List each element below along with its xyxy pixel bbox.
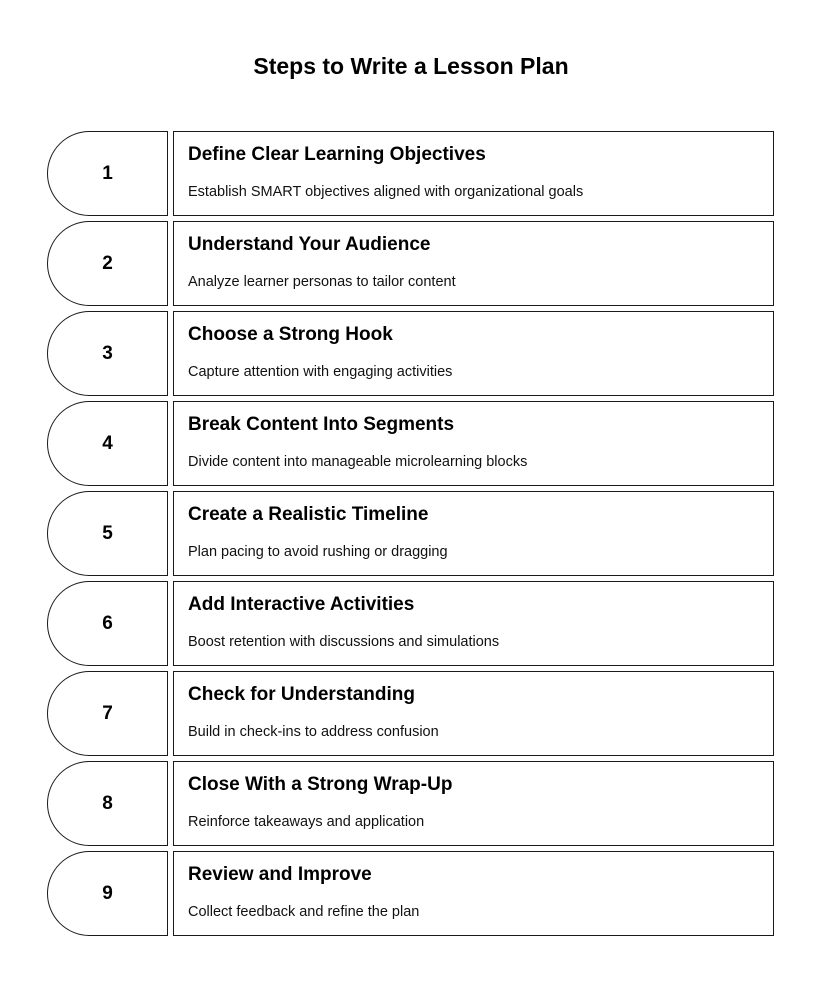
step-number-tab: [47, 581, 168, 666]
step-card: [173, 311, 774, 396]
step-number-tab: [47, 671, 168, 756]
step-description: Divide content into manageable microlearning blocks: [188, 454, 528, 470]
step-number: 4: [102, 432, 113, 454]
step-card: [173, 671, 774, 756]
diagram-title: Steps to Write a Lesson Plan: [253, 53, 569, 79]
step-number-tab: [47, 311, 168, 396]
step-title: Add Interactive Activities: [188, 594, 415, 615]
step-title: Create a Realistic Timeline: [188, 504, 429, 525]
step-number-tab: [47, 491, 168, 576]
step-description: Establish SMART objectives aligned with organizational goals: [188, 184, 584, 200]
step-number-tab: [47, 221, 168, 306]
step-description: Plan pacing to avoid rushing or dragging: [188, 544, 448, 560]
step-title: Close With a Strong Wrap-Up: [188, 774, 453, 795]
step-number-tab: [47, 761, 168, 846]
step-description: Reinforce takeaways and application: [188, 814, 425, 830]
step-item: [47, 851, 775, 936]
step-number: 2: [102, 252, 113, 274]
step-card: [173, 581, 774, 666]
steps-list: [47, 131, 775, 941]
step-number-tab: [47, 851, 168, 936]
step-title: Check for Understanding: [188, 684, 415, 705]
step-card: [173, 761, 774, 846]
step-card: [173, 491, 774, 576]
step-title: Understand Your Audience: [188, 234, 431, 255]
step-description: Capture attention with engaging activities: [188, 364, 453, 380]
step-description: Analyze learner personas to tailor content: [188, 274, 456, 290]
step-description: Build in check-ins to address confusion: [188, 724, 439, 740]
step-description: Boost retention with discussions and simulations: [188, 634, 500, 650]
step-item: [47, 671, 775, 756]
step-card: [173, 131, 774, 216]
step-title: Define Clear Learning Objectives: [188, 144, 486, 165]
step-item: [47, 221, 775, 306]
step-number: 3: [102, 342, 113, 364]
step-item: [47, 581, 775, 666]
step-number: 1: [102, 162, 113, 184]
step-card: [173, 221, 774, 306]
step-item: [47, 401, 775, 486]
step-number: 9: [102, 882, 113, 904]
step-item: [47, 311, 775, 396]
step-card: [173, 851, 774, 936]
step-title: Review and Improve: [188, 864, 372, 885]
step-item: [47, 131, 775, 216]
step-item: [47, 761, 775, 846]
step-number-tab: [47, 131, 168, 216]
step-description: Collect feedback and refine the plan: [188, 904, 420, 920]
step-title: Choose a Strong Hook: [188, 324, 393, 345]
step-number: 8: [102, 792, 113, 814]
step-title: Break Content Into Segments: [188, 414, 455, 435]
step-number: 5: [102, 522, 113, 544]
step-number: 7: [102, 702, 113, 724]
step-number: 6: [102, 612, 113, 634]
step-item: [47, 491, 775, 576]
step-card: [173, 401, 774, 486]
step-number-tab: [47, 401, 168, 486]
